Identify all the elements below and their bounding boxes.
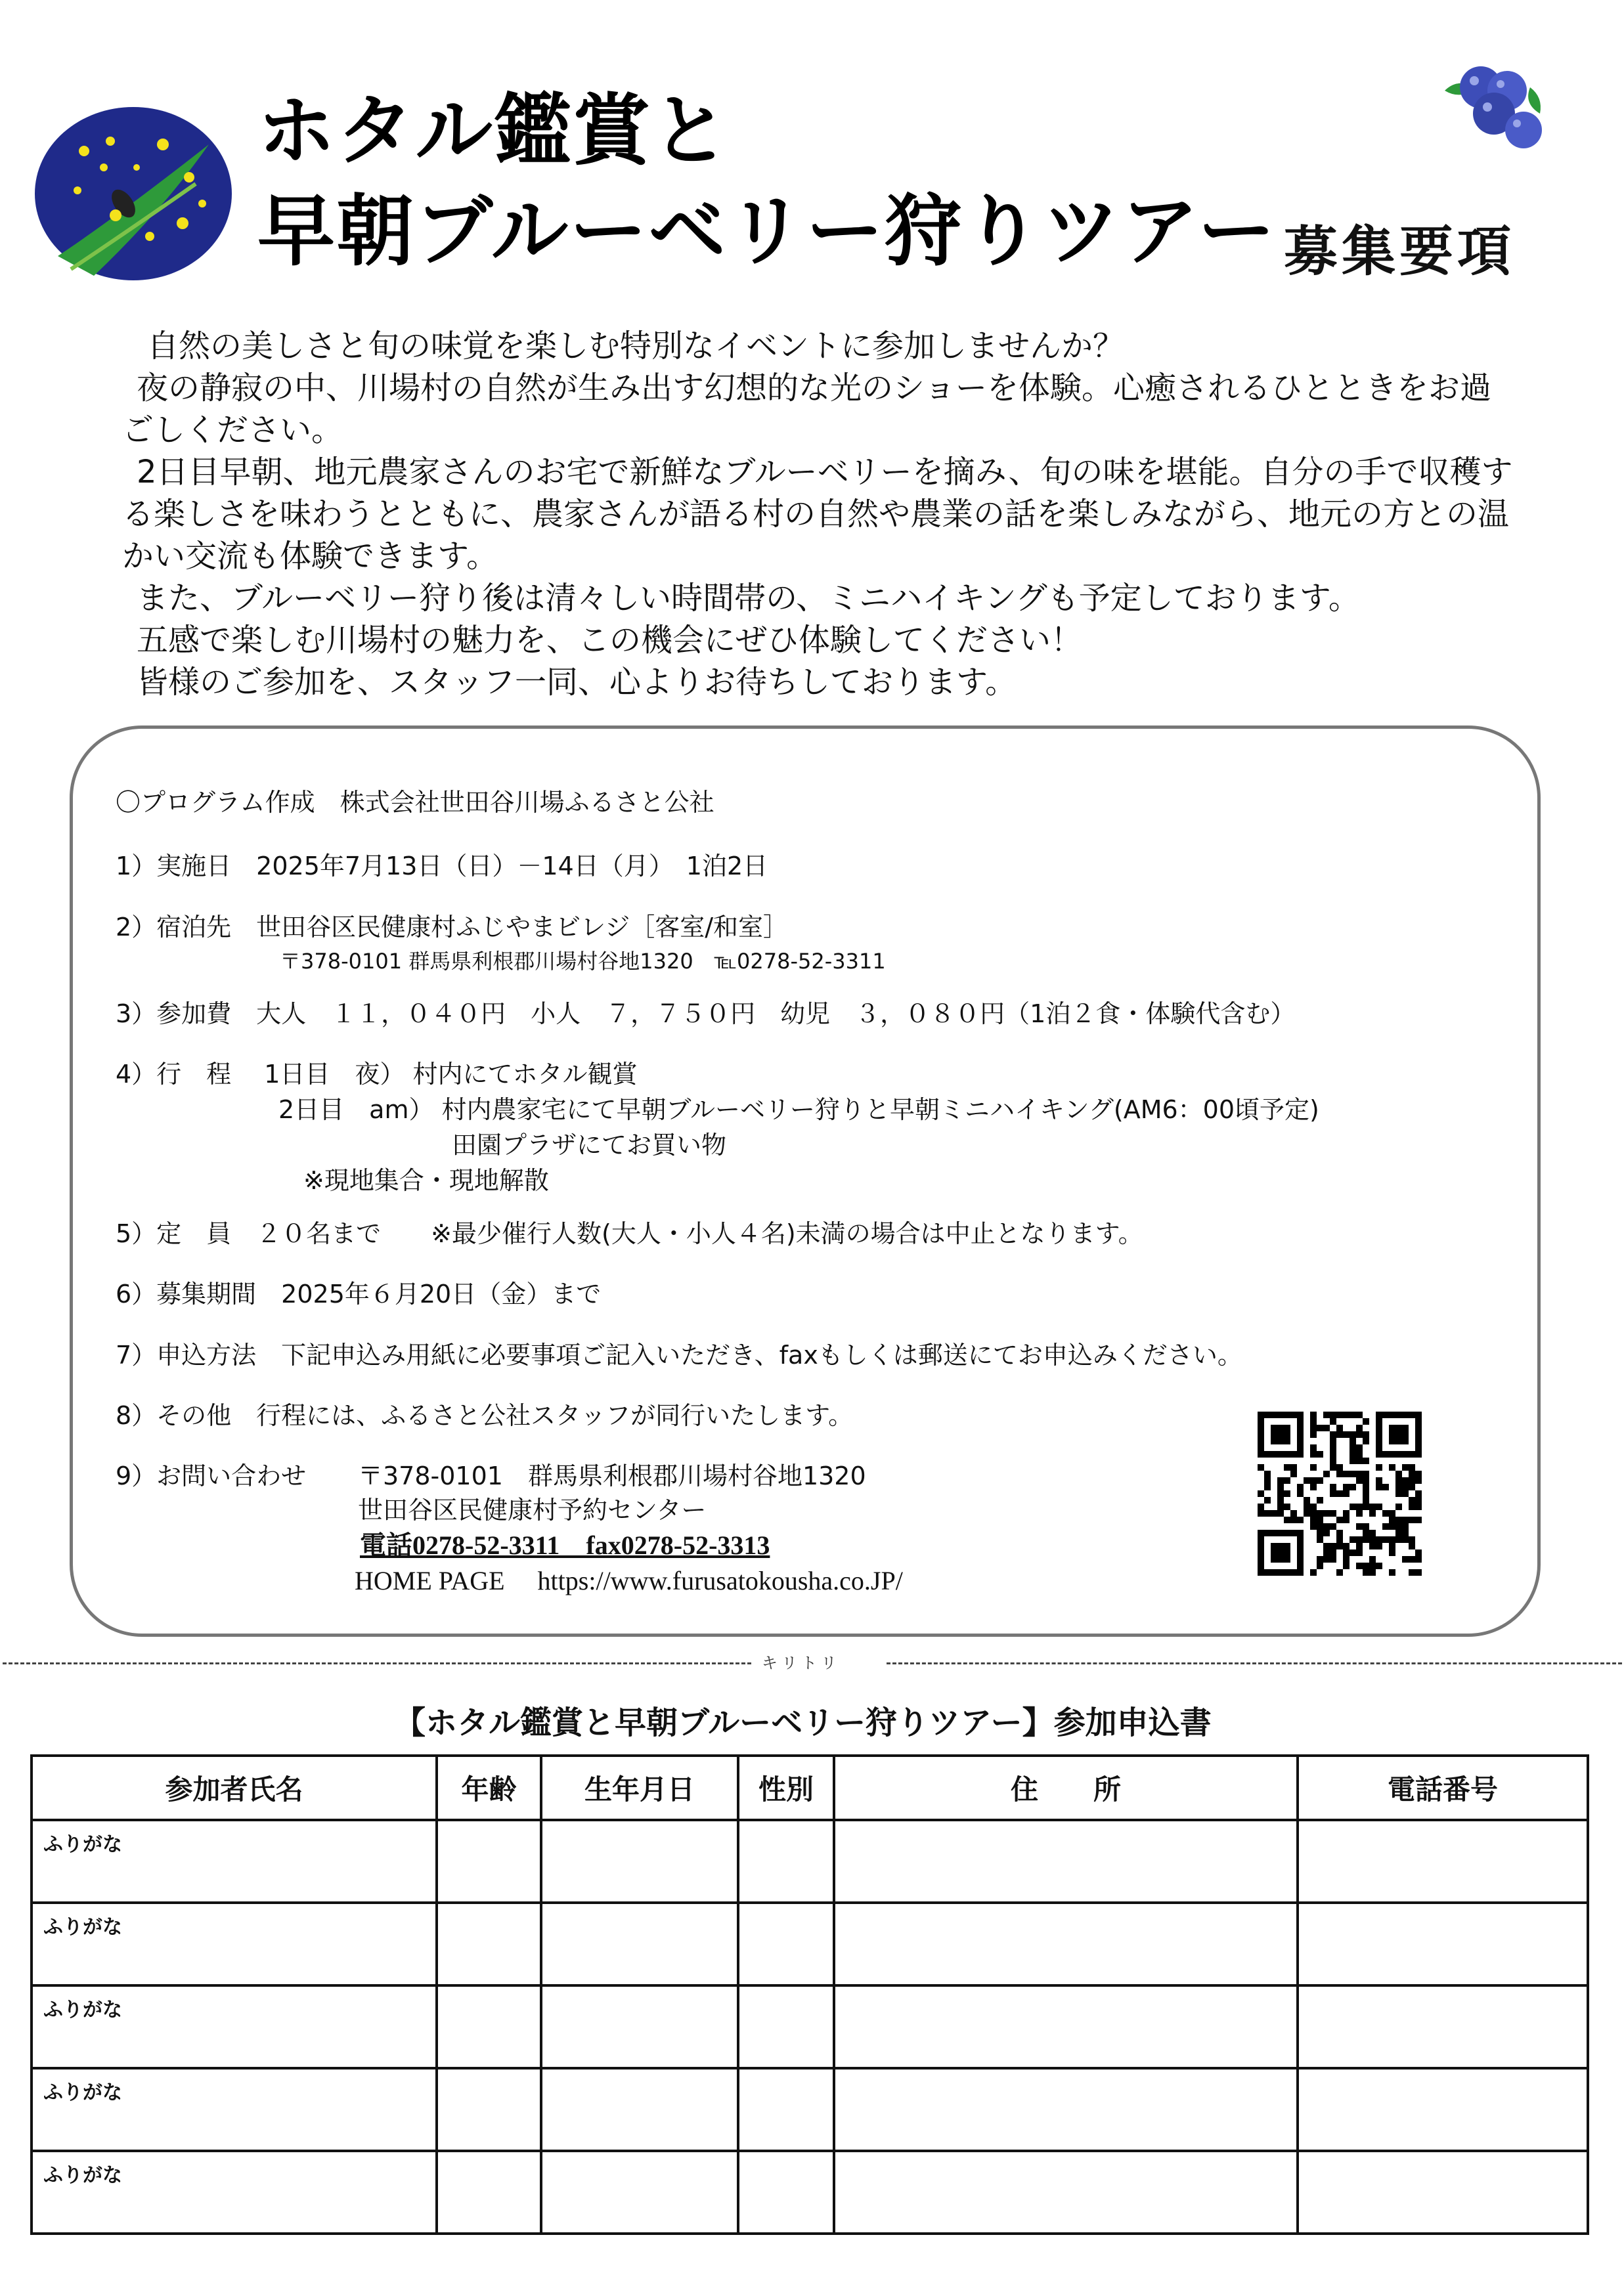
gender-field[interactable]: [738, 1985, 834, 2068]
intro-paragraph: 夜の静寂の中、川場村の自然が生み出す幻想的な光のショーを体験。心癒されるひとときをお過ごしください。: [122, 370, 1492, 448]
program-capacity: 5）定 員 ２０名まで ※最少催行人数(大人・小人４名)未満の場合は中止となります。: [116, 1219, 1143, 1248]
intro-paragraph: また、ブルーベリー狩り後は清々しい時間帯の、ミニハイキングも予定しております。: [137, 580, 1360, 617]
name-field[interactable]: [32, 2068, 437, 2151]
program-lodging: 2）宿泊先 世田谷区民健康村ふじやまビレジ［客室/和室］: [116, 913, 789, 942]
table-row: [32, 1820, 1588, 1903]
phone-field[interactable]: [1298, 2151, 1588, 2234]
table-row: [32, 2151, 1588, 2234]
program-application-method: 7）申込方法 下記申込み用紙に必要事項ご記入いただき、faxもしくは郵送にてお申込みください。: [116, 1341, 1242, 1370]
page-title-line1: ホタル鑑賞と: [257, 85, 731, 176]
qr-code[interactable]: [1258, 1412, 1422, 1576]
birth-date-field[interactable]: [541, 1820, 738, 1903]
address-field[interactable]: [834, 1985, 1298, 2068]
phone-field[interactable]: [1298, 1903, 1588, 1985]
furigana-label: ふりがな: [43, 2081, 122, 2104]
intro-paragraph: 五感で楽しむ川場村の魅力を、この機会にぜひ体験してください！: [137, 622, 1083, 659]
age-field[interactable]: [437, 2068, 541, 2151]
program-itinerary-note: ※現地集合・現地解散: [303, 1166, 549, 1195]
age-field[interactable]: [437, 1820, 541, 1903]
address-field[interactable]: [834, 2151, 1298, 2234]
program-application-period: 6）募集期間 2025年６月20日（金）まで: [116, 1280, 602, 1309]
cut-line: [3, 1662, 751, 1664]
address-field[interactable]: [834, 1903, 1298, 1985]
name-field[interactable]: [32, 1985, 437, 2068]
table-row: [32, 1985, 1588, 2068]
header-gender: 性別: [738, 1756, 834, 1820]
homepage-link[interactable]: HOME PAGE https://www.furusatokousha.co.JP/: [355, 1566, 903, 1595]
contact-center: 世田谷区民健康村予約センター: [358, 1496, 707, 1525]
header-address: 住 所: [834, 1756, 1298, 1820]
header-participant-name: 参加者氏名: [32, 1756, 437, 1820]
firefly-illustration: [32, 105, 235, 282]
program-other: 8）その他 行程には、ふるさと公社スタッフが同行いたします。: [116, 1401, 854, 1430]
name-field[interactable]: [32, 1820, 437, 1903]
program-itinerary-day1: 4）行 程 1日目 夜） 村内にてホタル観賞: [116, 1060, 638, 1089]
header-age: 年齢: [437, 1756, 541, 1820]
gender-field[interactable]: [738, 1903, 834, 1985]
intro-paragraph: 自然の美しさと旬の味覚を楽しむ特別なイベントに参加しませんか？: [147, 328, 1125, 364]
furigana-label: ふりがな: [43, 1833, 122, 1856]
birth-date-field[interactable]: [541, 2068, 738, 2151]
table-row: [32, 1903, 1588, 1985]
name-field[interactable]: [32, 1903, 437, 1985]
program-fee: 3）参加費 大人 １１，０４０円 小人 ７，７５０円 幼児 ３，０８０円（1泊２食・体験代含む）: [116, 999, 1296, 1028]
birth-date-field[interactable]: [541, 1903, 738, 1985]
header-phone-number: 電話番号: [1298, 1756, 1588, 1820]
application-form-title: 【ホタル鑑賞と早朝ブルーベリー狩りツアー】参加申込書: [394, 1704, 1212, 1741]
furigana-label: ふりがな: [43, 1999, 122, 2022]
age-field[interactable]: [437, 1985, 541, 2068]
phone-field[interactable]: [1298, 1985, 1588, 2068]
application-form-table: [30, 1754, 1589, 2235]
furigana-label: ふりがな: [43, 2164, 122, 2187]
address-field[interactable]: [834, 2068, 1298, 2151]
contact-label: 9）お問い合わせ: [116, 1462, 307, 1490]
gender-field[interactable]: [738, 1820, 834, 1903]
birth-date-field[interactable]: [541, 1985, 738, 2068]
header-birth-date: 生年月日: [541, 1756, 738, 1820]
furigana-label: ふりがな: [43, 1916, 122, 1939]
age-field[interactable]: [437, 1903, 541, 1985]
blueberry-illustration: [1432, 51, 1550, 163]
age-field[interactable]: [437, 2151, 541, 2234]
program-itinerary-day2: 2日目 am） 村内農家宅にて早朝ブルーベリー狩りと早朝ミニハイキング(AM6：00頃予定): [278, 1095, 1319, 1124]
cut-line-label: キリトリ: [762, 1654, 841, 1672]
cut-line: [887, 1662, 1622, 1664]
contact-phone-fax: 電話0278-52-3311 fax0278-52-3313: [360, 1530, 770, 1560]
program-lodging-address: 〒378-0101 群馬県利根郡川場村谷地1320 ℡0278-52-3311: [280, 949, 886, 974]
phone-field[interactable]: [1298, 1820, 1588, 1903]
address-field[interactable]: [834, 1820, 1298, 1903]
gender-field[interactable]: [738, 2151, 834, 2234]
page-title-line2: 早朝ブルーベリー狩りツアー: [257, 186, 1277, 276]
intro-text: [122, 325, 1514, 703]
name-field[interactable]: [32, 2151, 437, 2234]
gender-field[interactable]: [738, 2068, 834, 2151]
contact-address: 〒378-0101 群馬県利根郡川場村谷地1320: [358, 1462, 866, 1490]
table-row: [32, 2068, 1588, 2151]
program-itinerary-day2-shopping: 田園プラザにてお買い物: [452, 1131, 727, 1159]
program-date: 1）実施日 2025年7月13日（日）－14日（月） 1泊2日: [116, 852, 768, 880]
intro-paragraph: 皆様のご参加を、スタッフ一同、心よりお待ちしております。: [137, 664, 1017, 701]
intro-paragraph: 2日目早朝、地元農家さんのお宅で新鮮なブルーベリーを摘み、旬の味を堪能。自分の手で収穫する楽しさを味わうとともに、農家さんが語る村の自然や農業の話を楽しみながら、地元の方との温かい交流も体験できます。: [122, 454, 1513, 574]
phone-field[interactable]: [1298, 2068, 1588, 2151]
birth-date-field[interactable]: [541, 2151, 738, 2234]
program-author: 〇プログラム作成 株式会社世田谷川場ふるさと公社: [116, 788, 714, 817]
recruitment-guidelines-label: 募集要項: [1284, 221, 1516, 283]
